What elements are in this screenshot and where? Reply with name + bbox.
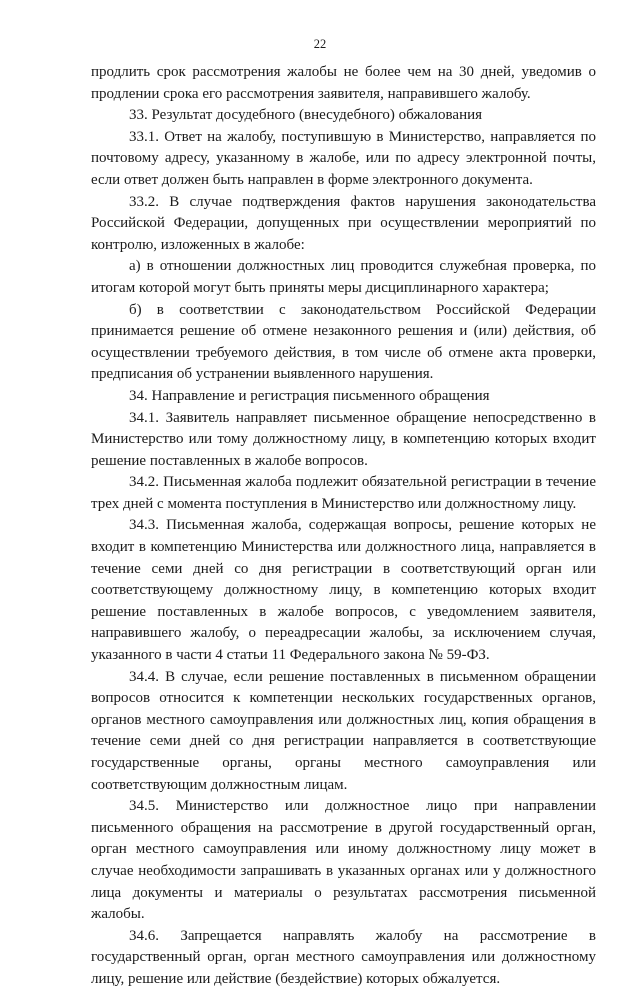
paragraph-33-2: 33.2. В случае подтверждения фактов нарушения законодательства Российской Федерации, допущенных при осуществлении мероприятий по контролю, изложенных в жалобе: — [91, 193, 596, 253]
paragraph-34-6: 34.6. Запрещается направлять жалобу на рассмотрение в государственный орган, орган местного самоуправления или должностному лицу, решение или действие (бездействие) которых обжалуется. — [91, 927, 596, 987]
paragraph-continuation: продлить срок рассмотрения жалобы не более чем на 30 дней, уведомив о продлении срока его рассмотрения заявителя, направившего жалобу. — [91, 64, 596, 102]
paragraph-33-2-a: а) в отношении должностных лиц проводится служебная проверка, по итогам которой могут быть приняты меры дисциплинарного характера; — [91, 258, 596, 296]
paragraph-34-2: 34.2. Письменная жалоба подлежит обязательной регистрации в течение трех дней с момента поступления в Министерство или должностному лицу. — [91, 474, 596, 512]
paragraph-33-2-b: б) в соответствии с законодательством Российской Федерации принимается решение об отмене незаконного решения и (или) действия, об осуществлении требуемого действия, в том числе об отмене акта проверки, предписания об устранении выявленного нарушения. — [91, 301, 596, 383]
paragraph-34-4: 34.4. В случае, если решение поставленных в письменном обращении вопросов относится к компетенции нескольких государственных органов, органов местного самоуправления или должностных лиц, копия обращения в течение семи дней со дня регистрации направляется в соответствующие государственные органы, органы местного самоуправления или соответствующим должностным лицам. — [91, 668, 596, 793]
paragraph-34-1: 34.1. Заявитель направляет письменное обращение непосредственно в Министерство или тому должностному лицу, в компетенцию которых входит решение поставленных в жалобе вопросов. — [91, 409, 596, 469]
document-body — [91, 62, 596, 991]
paragraph-33-1: 33.1. Ответ на жалобу, поступившую в Министерство, направляется по почтовому адресу, указанному в жалобе, или по адресу электронной почты, если ответ должен быть направлен в форме электронного документа. — [91, 128, 596, 188]
section-heading-34: 34. Направление и регистрация письменного обращения — [129, 387, 490, 404]
section-heading-33: 33. Результат досудебного (внесудебного) обжалования — [129, 107, 483, 124]
paragraph-34-3: 34.3. Письменная жалоба, содержащая вопросы, решение которых не входит в компетенцию Министерства или должностного лица, направляется в течение семи дней со дня регистрации в соответствующий орган или соответствующему должностному лицу, в компетенцию которых входит решение поставленных в жалобе вопросов, с уведомлением заявителя, направившего жалобу, о переадресации жалобы, за исключением случая, указанного в части 4 статьи 11 Федерального закона № 59-ФЗ. — [91, 517, 596, 664]
page-number: 22 — [313, 37, 327, 51]
paragraph-34-5: 34.5. Министерство или должностное лицо при направлении письменного обращения на рассмотрение в другой государственный орган, орган местного самоуправления или иному должностному лицу может в случае необходимости запрашивать в указанных органах или у должностного лица документы и материалы о результатах рассмотрения письменной жалобы. — [91, 798, 596, 923]
